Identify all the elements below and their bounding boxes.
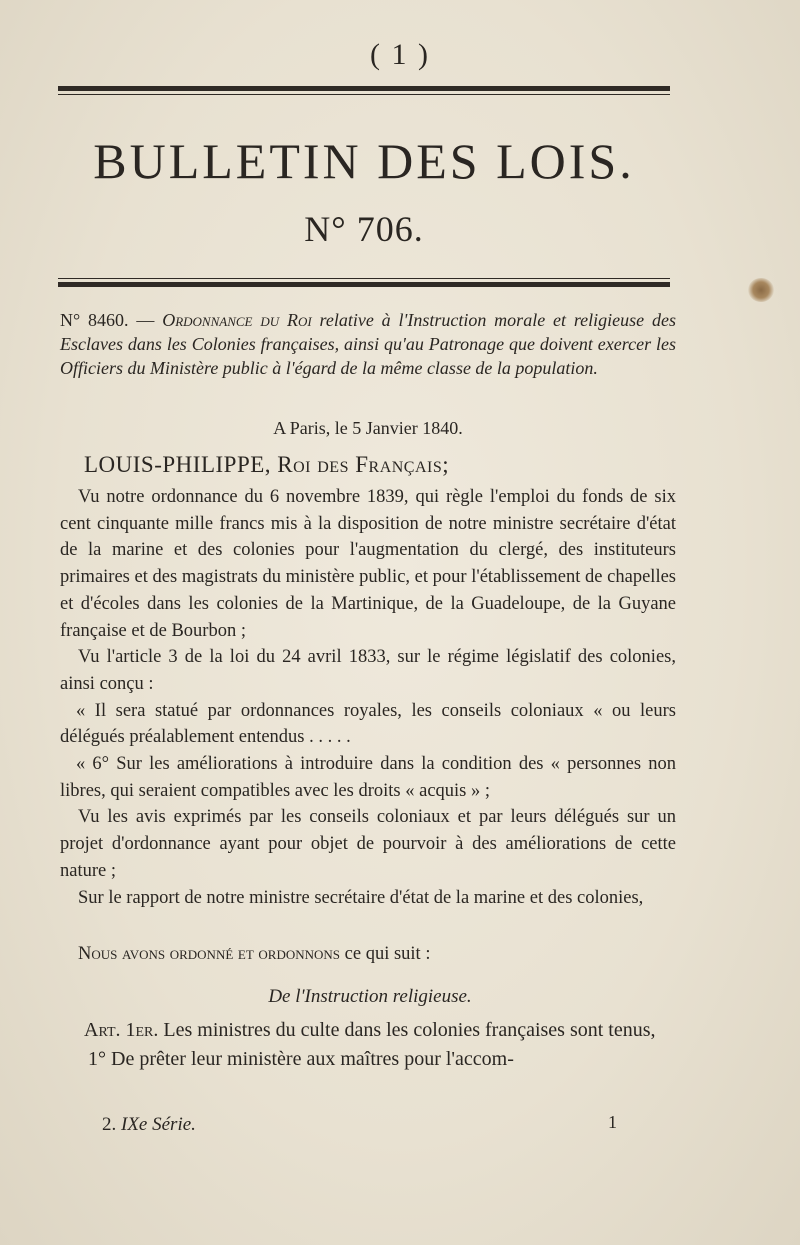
- preamble-paragraph: Vu notre ordonnance du 6 novembre 1839, qui règle l'emploi du fonds de six cent cinquante mille francs mis à la disposition de notre ministre secrétaire d'état de la marine et des colonies pour l'augmentation du clergé, des instituteurs primaires et des magistrats du ministère public, et pour l'établissement de chapelles et d'écoles dans les colonies de la Martinique, de la Guadeloupe, de la Guyane française et de Bourbon ;: [60, 487, 676, 641]
- series-footer: [102, 1114, 196, 1136]
- bottom-rule: [58, 278, 670, 287]
- issue-number: N° 706.: [304, 209, 424, 249]
- preamble: [60, 484, 676, 911]
- preamble-paragraph: Vu les avis exprimés par les conseils coloniaux et par leurs délégués sur un projet d'ordonnance ayant pour objet de pourvoir à des améliorations de cette nature ;: [60, 807, 676, 881]
- series-label: IXe Série.: [121, 1114, 196, 1135]
- article-item: 1° De prêter leur ministère aux maîtres pour l'accom-: [88, 1048, 514, 1070]
- quoted-law: « Il sera statué par ordonnances royales, les conseils coloniaux « ou leurs délégués préalablement entendus . . . . .: [60, 700, 676, 748]
- ordinance-heading: [60, 308, 676, 380]
- paper-stain: [748, 278, 774, 302]
- sovereign-name: LOUIS-PHILIPPE,: [84, 452, 272, 477]
- article-1: [60, 1016, 676, 1074]
- enacting-rest: ce qui suit :: [344, 944, 431, 964]
- preamble-paragraph: Vu l'article 3 de la loi du 24 avril 1833, sur le régime législatif des colonies, ainsi conçu :: [60, 647, 676, 694]
- top-rule: [58, 86, 670, 95]
- article-label: Art. 1er.: [84, 1019, 159, 1041]
- enacting-lead: Nous avons ordonné et ordonnons: [78, 944, 341, 964]
- quoted-law: « 6° Sur les améliorations à introduire dans la condition des « personnes non libres, qui seraient compatibles avec les droits « acquis » ;: [60, 754, 676, 801]
- section-title: De l'Instruction religieuse.: [268, 986, 472, 1007]
- sheet-number: 1: [608, 1112, 617, 1132]
- dateline: A Paris, le 5 Janvier 1840.: [273, 418, 463, 438]
- article-body: Les ministres du culte dans les colonies françaises sont tenus,: [163, 1019, 656, 1041]
- signature-number: 2.: [102, 1114, 117, 1135]
- sovereign-title: Roi des Français;: [277, 452, 450, 477]
- enacting-clause: [78, 944, 430, 965]
- article-text: [60, 1016, 676, 1045]
- ordinance-kind: Ordonnance du Roi: [162, 310, 312, 330]
- page-number: ( 1 ): [370, 38, 430, 71]
- ordinance-subject: relative à l'Instruction morale et religieuse des Esclaves dans les Colonies françaises, ainsi qu'au Patronage que doivent exercer les Officiers du Ministère public à l'égard de la même classe de la population.: [60, 310, 676, 378]
- sovereign-line: [84, 452, 449, 478]
- preamble-paragraph: Sur le rapport de notre ministre secrétaire d'état de la marine et des colonies,: [78, 887, 644, 908]
- ordinance-number: N° 8460. —: [60, 310, 155, 330]
- masthead-title: BULLETIN DES LOIS.: [93, 133, 635, 189]
